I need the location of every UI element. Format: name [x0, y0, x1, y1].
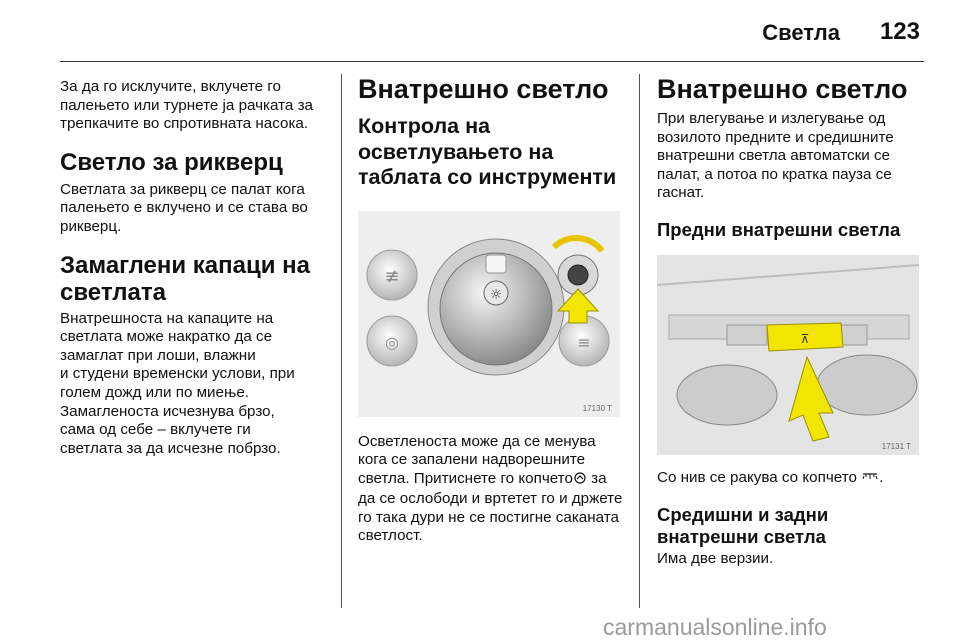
- heading-reverse-light: Светло за рикверц: [60, 148, 283, 176]
- column-2: [358, 74, 626, 546]
- svg-text:≡: ≡: [577, 332, 591, 352]
- svg-text:≢: ≢: [384, 265, 400, 287]
- front-light-figure: [657, 255, 919, 455]
- figure-code: 17131 T: [881, 441, 911, 451]
- text-line: светлата може накратко да се: [60, 328, 273, 346]
- brightness-text-b: за да се ослободи и вртетет го и држете го така дури не се постигне саканата светлост.: [358, 469, 623, 545]
- column-divider-2: [639, 74, 640, 608]
- brightness-paragraph: [358, 433, 626, 547]
- rear-lights-paragraph: Има две верзии.: [657, 549, 774, 567]
- text-line: Внатрешноста на капаците на: [60, 309, 274, 327]
- interior-intro-paragraph: При влегување и излегување од возилото предните и средишните внатрешни светла автоматски се палат, а потоа по кратка пауза се гаснат.: [657, 110, 894, 202]
- section-title: Светла: [762, 20, 840, 45]
- text-line: Замагленоста исчезнува брзо,: [60, 402, 275, 420]
- svg-text:⊼: ⊼: [800, 331, 810, 346]
- light-switch-figure: [358, 211, 620, 417]
- text-line: голем дожд или по миење.: [60, 383, 249, 401]
- front-light-illustration: [657, 255, 919, 455]
- heading-instrument-lighting: Контрола на осветлувањето на таблата со инструменти: [358, 114, 617, 189]
- dimmer-knob-icon: [573, 471, 587, 491]
- header-rule: [60, 61, 924, 62]
- heading-front-lights: Предни внатрешни светла: [657, 218, 901, 240]
- column-1: [60, 74, 332, 458]
- page-number: 123: [879, 18, 920, 45]
- watermark: carmanualsonline.info: [603, 614, 827, 640]
- heading-rear-lights: Средишни и задни внатрешни светла: [657, 503, 829, 547]
- reverse-light-paragraph: Светлата за рикверц се палат кога палењето е вклучено и се става во рикверц.: [60, 180, 308, 235]
- heading-fogged-covers: Замаглени капаци на светлата: [60, 251, 310, 306]
- dome-light-icon: [861, 470, 879, 490]
- text-line: и студени временски услови, при: [60, 365, 295, 383]
- light-switch-illustration: [358, 211, 620, 417]
- svg-text:☼: ☼: [489, 286, 503, 303]
- text-line: сама од себе – вклучете ги: [60, 421, 251, 439]
- intro-paragraph: За да го исклучите, вклучете го палењето или турнете ја рачката за трепкачите во спротивната насока.: [60, 78, 314, 133]
- brightness-text-a: Осветленоста може да се менува кога се запалени надворешните светла. Притиснете го копчето: [358, 432, 596, 487]
- text-line: светлата за да исчезне побрзо.: [60, 439, 281, 457]
- figure-code: 17130 T: [582, 403, 612, 413]
- fogged-covers-paragraph: [60, 310, 332, 459]
- column-divider-1: [341, 74, 342, 608]
- front-lights-text-a: Со нив се ракува со копчето: [657, 468, 857, 486]
- text-line: замаглат при лоши, влажни: [60, 346, 256, 364]
- heading-interior-light: Внатрешно светло: [358, 74, 609, 104]
- svg-text:◎: ◎: [385, 332, 399, 352]
- front-lights-paragraph: [657, 469, 927, 490]
- front-lights-text-b: .: [879, 468, 884, 486]
- column-3: [657, 74, 927, 568]
- heading-interior-light-2: Внатрешно светло: [657, 74, 908, 104]
- page-header: [0, 0, 960, 62]
